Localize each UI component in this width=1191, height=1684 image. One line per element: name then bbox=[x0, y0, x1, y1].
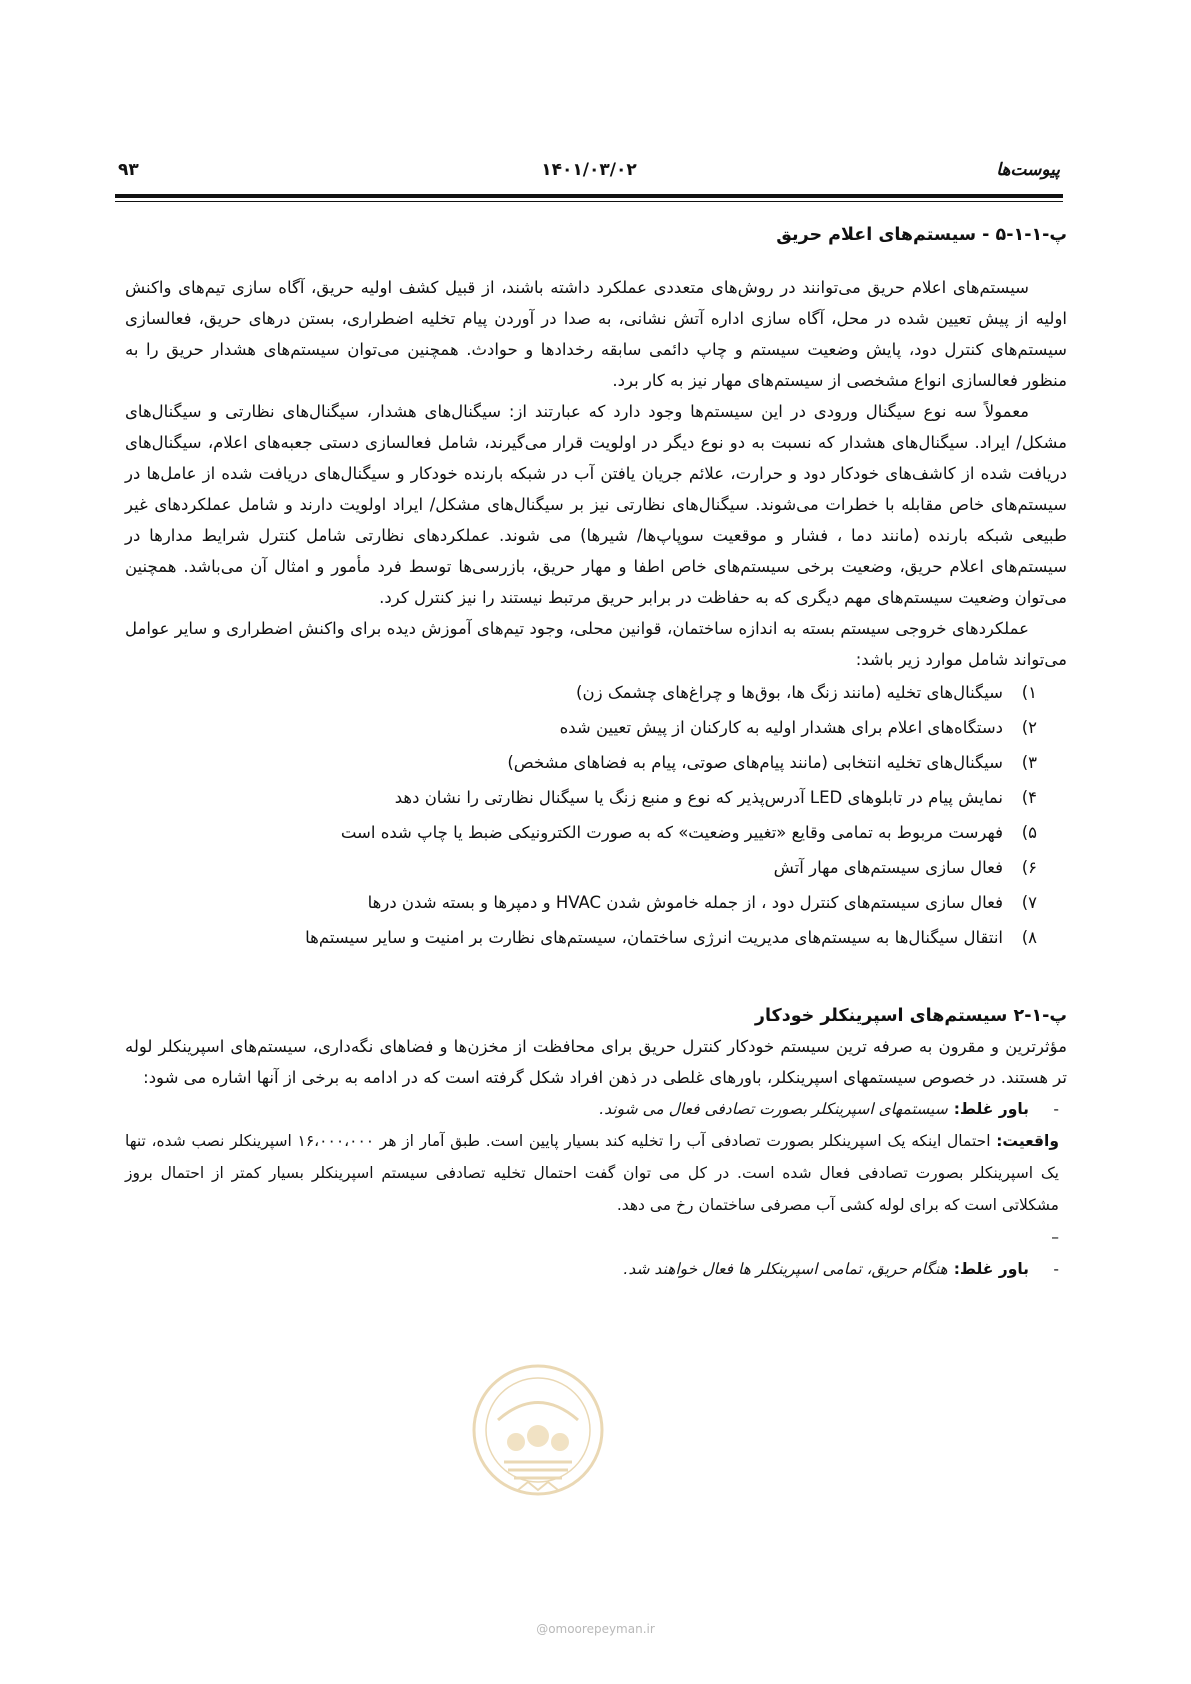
fact-paragraph bbox=[125, 1125, 1067, 1221]
header-page-number: ۹۳ bbox=[118, 160, 139, 180]
myth-label: باور غلط: bbox=[953, 1260, 1029, 1278]
list-item bbox=[125, 850, 1037, 885]
myth-label: باور غلط: bbox=[953, 1100, 1029, 1118]
paragraph: سیستم‌های اعلام حریق می‌توانند در روش‌های متعددی عملکرد داشته باشند، از قبیل کشف اولیه حریق، آگاه سازی تیم‌های واکنش اولیه از پیش تعیین شده در محل، آگاه سازی اداره آتش نشانی، به صدا در آوردن پیام تخلیه اضطراری، بستن درهای حریق، فعالسازی سیستم‌های کنترل دود، پایش وضعیت سیستم و چاپ دائمی سابقه رخدادها و حوادث. همچنین می‌توان سیستم‌های هشدار حریق را به منظور فعالسازی انواع مشخصی از سیستم‌های مهار نیز به کار برد. bbox=[125, 278, 1067, 390]
myth-bullet bbox=[125, 1093, 1067, 1125]
list-item-number: ۳) bbox=[1021, 753, 1037, 772]
separator-dash: – bbox=[1051, 1228, 1059, 1246]
list-item-number: ۶) bbox=[1021, 858, 1037, 877]
header-rule-thick bbox=[115, 194, 1063, 198]
header-section-title: پیوست‌ها bbox=[996, 160, 1060, 180]
list-item-number: ۲) bbox=[1021, 718, 1037, 737]
section-heading: پ-۱-۱-۵ - سیستم‌های اعلام حریق bbox=[776, 225, 1067, 245]
list-item-text: دستگاه‌های اعلام برای هشدار اولیه به کارکنان از پیش تعیین شده bbox=[559, 718, 1003, 737]
page-header bbox=[118, 160, 1060, 190]
output-functions-list bbox=[125, 675, 1067, 955]
list-item-number: ۱) bbox=[1021, 683, 1037, 702]
list-item-text: فهرست مربوط به تمامی وقایع «تغییر وضعیت» که به صورت الکترونیکی ضبط یا چاپ شده است bbox=[340, 823, 1003, 842]
header-rule-thin bbox=[115, 201, 1063, 202]
fact-block bbox=[125, 1125, 1067, 1221]
paragraph: عملکردهای خروجی سیستم بسته به اندازه ساختمان، قوانین محلی، وجود تیم‌های آموزش دیده برای واکنش اضطراری و سایر عوامل می‌تواند شامل موارد زیر باشد: bbox=[125, 619, 1067, 669]
list-item-number: ۷) bbox=[1021, 893, 1037, 912]
list-item-text: سیگنال‌های تخلیه (مانند زنگ ها، بوق‌ها و چراغ‌های چشمک زن) bbox=[576, 683, 1003, 702]
paragraph: معمولاً سه نوع سیگنال ورودی در این سیستم‌ها وجود دارد که عبارتند از: سیگنال‌های هشدار، سیگنال‌های نظارتی و سیگنال‌های مشکل/ ایراد. سیگنال‌های هشدار که نسبت به دو نوع دیگر در اولویت قرار می‌گیرند، شامل فعالسازی دستی جعبه‌های اعلام، سیگنال‌های دریافت شده از کاشف‌های خودکار دود و حرارت، علائم جریان یافتن آب در شبکه بارنده خودکار و سیگنال‌های دریافت شده از عامل‌ها در سیستم‌های خاص مقابله با خطرات می‌شوند. سیگنال‌های نظارتی نیز بر سیگنال‌های مشکل/ ایراد اولویت دارند و شامل عملکردهای غیر طبیعی شبکه بارنده (مانند دما ، فشار و موقعیت سوپاپ‌ها/ شیرها) می شوند. عملکردهای نظارتی شامل کنترل شرایط مدارها در سیستم‌های اعلام حریق، وضعیت برخی سیستم‌های خاص اطفا و مهار حریق، بازرسی‌ها توسط فرد مأمور و امثال آن می‌باشد. همچنین می‌توان وضعیت سیستم‌های مهم دیگری که به حفاظت در برابر حریق مرتبط نیستند را نیز کنترل کرد. bbox=[125, 402, 1067, 607]
list-item bbox=[125, 815, 1037, 850]
section-fire-alarm bbox=[125, 220, 1067, 955]
myth-text: سیستمهای اسپرینکلر بصورت تصادفی فعال می شوند. bbox=[599, 1100, 948, 1118]
list-item-text: سیگنال‌های تخلیه انتخابی (مانند پیام‌های صوتی، پیام به فضاهای مشخص) bbox=[507, 753, 1003, 772]
list-item-text: نمایش پیام در تابلوهای LED آدرس‌پذیر که نوع و منبع زنگ یا سیگنال نظارتی را نشان دهد bbox=[394, 788, 1003, 807]
header-date: ۱۴۰۱/۰۳/۰۲ bbox=[541, 160, 637, 180]
fact-text: احتمال اینکه یک اسپرینکلر بصورت تصادفی آب را تخلیه کند بسیار پایین است. طبق آمار از هر ۱۶،۰۰۰،۰۰۰ اسپرینکلر نصب شده، تنها یک اسپرینکلر بصورت تصادفی فعال شده است. در کل می توان گفت احتمال تخلیه تصادفی سیستم اسپرینکلر بسیار کمتر از احتمال بروز مشکلاتی است که برای لوله کشی آب مصرفی ساختمان رخ می دهد. bbox=[125, 1132, 1059, 1214]
list-item bbox=[125, 885, 1037, 920]
myth-text: هنگام حریق، تمامی اسپرینکلر ها فعال خواهند شد. bbox=[623, 1260, 948, 1278]
watermark-logo bbox=[468, 1360, 608, 1520]
bullet-dash: - bbox=[1053, 1260, 1059, 1278]
section-heading: پ-۱-۲ سیستم‌های اسپرینکلر خودکار bbox=[754, 1006, 1067, 1026]
list-item bbox=[125, 780, 1037, 815]
list-item bbox=[125, 920, 1037, 955]
list-item-number: ۸) bbox=[1021, 928, 1037, 947]
list-item-text: فعال سازی سیستم‌های مهار آتش bbox=[773, 858, 1003, 877]
section-sprinkler bbox=[125, 1001, 1067, 1285]
list-item bbox=[125, 745, 1037, 780]
list-item bbox=[125, 675, 1037, 710]
watermark-url: @omoorepeyman.ir bbox=[536, 1622, 655, 1636]
list-item-number: ۵) bbox=[1021, 823, 1037, 842]
bullet-dash: - bbox=[1053, 1100, 1059, 1118]
page-content bbox=[125, 220, 1067, 1285]
list-item bbox=[125, 710, 1037, 745]
list-item-number: ۴) bbox=[1021, 788, 1037, 807]
paragraph: مؤثرترین و مقرون به صرفه ترین سیستم خودکار کنترل حریق برای محافظت از مخزن‌ها و فضاهای نگه‌داری، سیستم‌های اسپرینکلر لوله تر هستند. در خصوص سیستمهای اسپرینکلر، باورهای غلطی در ذهن افراد شکل گرفته است که در ادامه به برخی از آنها اشاره می شود: bbox=[125, 1037, 1067, 1087]
list-item-text: انتقال سیگنال‌ها به سیستم‌های مدیریت انرژی ساختمان، سیستم‌های نظارت بر امنیت و سایر سیستم‌ها bbox=[305, 928, 1003, 947]
list-item-text: فعال سازی سیستم‌های کنترل دود ، از جمله خاموش شدن HVAC و دمپرها و بسته شدن درها bbox=[367, 893, 1003, 912]
myth-bullet bbox=[125, 1253, 1067, 1285]
fact-label: واقعیت: bbox=[996, 1132, 1059, 1150]
